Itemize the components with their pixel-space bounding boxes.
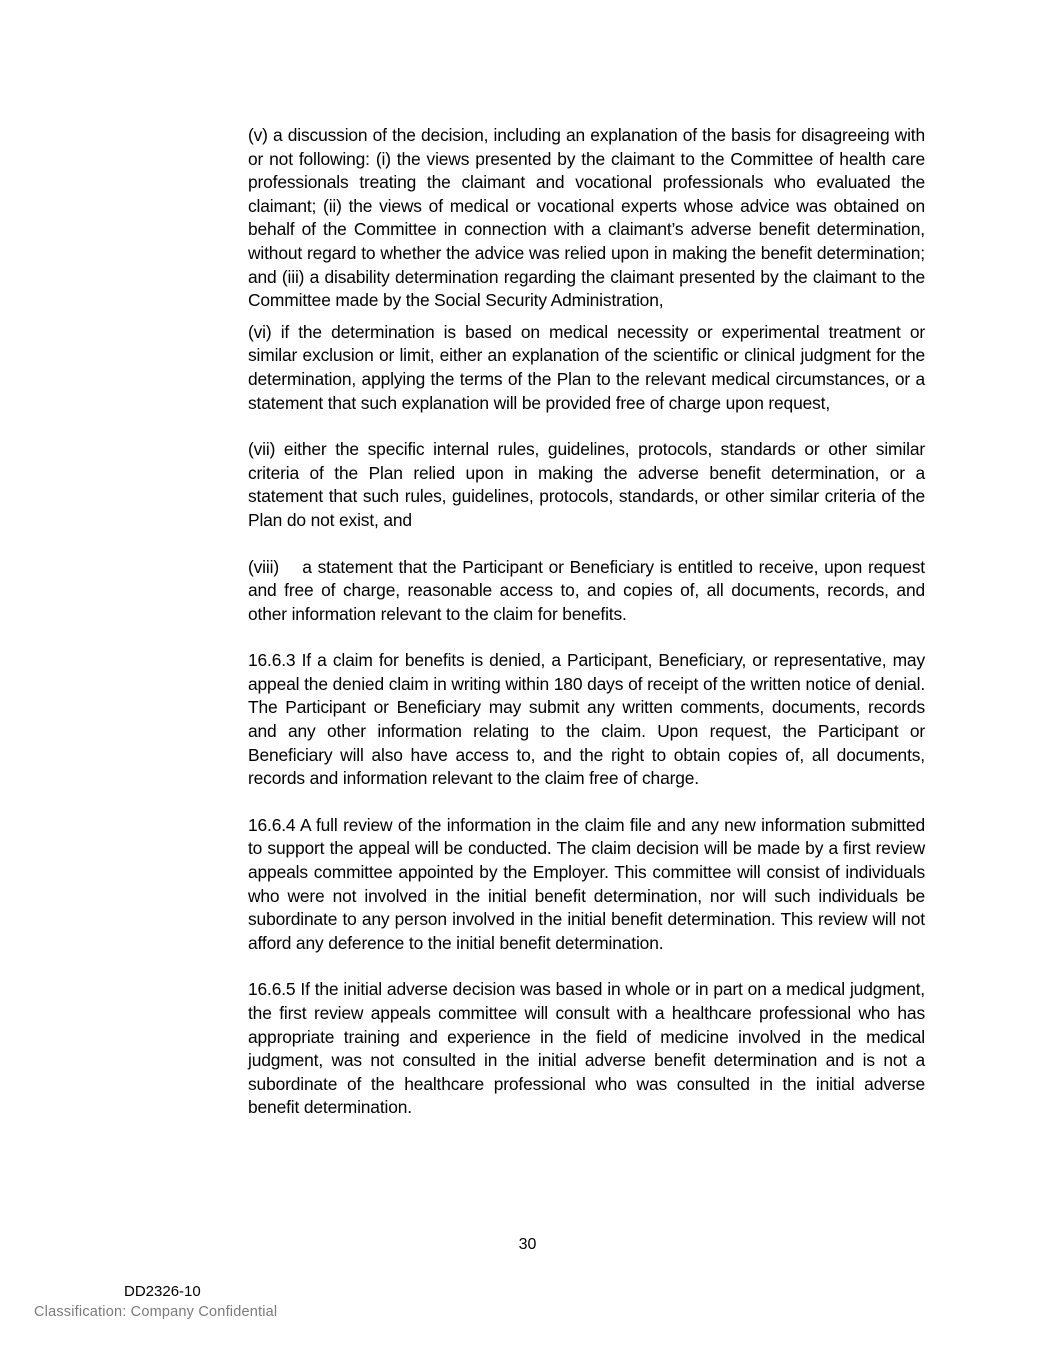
page-number: 30 xyxy=(518,1236,537,1253)
document-body xyxy=(248,124,930,1120)
paragraph-vii: (vii) either the specific internal rules, guidelines, protocols, standards or other similar criteria of the Plan relied upon in making the adverse benefit determination, or a statement that such rules, guidelines, protocols, standards, or other similar criteria of the Plan do not exist, and xyxy=(248,439,925,530)
section-16-6-5: 16.6.5 If the initial adverse decision was based in whole or in part on a medical judgment, the first review appeals committee will consult with a healthcare professional who has appropriate training and experience in the field of medicine involved in the medical judgment, was not consulted in the initial adverse benefit determination and is not a subordinate of the healthcare professional who was consulted in the initial adverse benefit determination. xyxy=(248,979,925,1118)
paragraph-vi: (vi) if the determination is based on medical necessity or experimental treatment or similar exclusion or limit, either an explanation of the scientific or clinical judgment for the determination, applying the terms of the Plan to the relevant medical circumstances, or a statement that such explanation will be provided free of charge upon request, xyxy=(248,321,925,413)
footer-classification: Classification: Company Confidential xyxy=(34,1304,278,1320)
section-16-6-4: 16.6.4 A full review of the information in the claim file and any new information submitted to support the appeal will be conducted. The claim decision will be made by a first review appeals committee appointed by the Employer. This committee will consist of individuals who were not involved in the initial benefit determination, nor will such individuals be subordinate to any person involved in the initial benefit determination. This review will not afford any deference to the initial benefit determination. xyxy=(248,814,925,953)
paragraph-v: (v) a discussion of the decision, including an explanation of the basis for disagreeing with or not following: (i) the views presented by the claimant to the Committee of health care professionals treating the claimant and vocational professionals who evaluated the claimant; (ii) the views of medical or vocational experts whose advice was obtained on behalf of the Committee in connection with a claimant’s adverse benefit determination, without regard to whether the advice was relied upon in making the benefit determination; and (iii) a disability determination regarding the claimant presented by the claimant to the Committee made by the Social Security Administration, xyxy=(248,125,925,311)
paragraph-viii: (viii) a statement that the Participant or Beneficiary is entitled to receive, upon request and free of charge, reasonable access to, and copies of, all documents, records, and other information relevant to the claim for benefits. xyxy=(248,556,930,624)
footer-document-id: DD2326-10 xyxy=(124,1283,201,1300)
section-16-6-3: 16.6.3 If a claim for benefits is denied, a Participant, Beneficiary, or representative, may appeal the denied claim in writing within 180 days of receipt of the written notice of denial. The Participant or Beneficiary may submit any written comments, documents, records and any other information relating to the claim. Upon request, the Participant or Beneficiary will also have access to, and the right to obtain copies of, all documents, records and information relevant to the claim free of charge. xyxy=(248,650,925,789)
